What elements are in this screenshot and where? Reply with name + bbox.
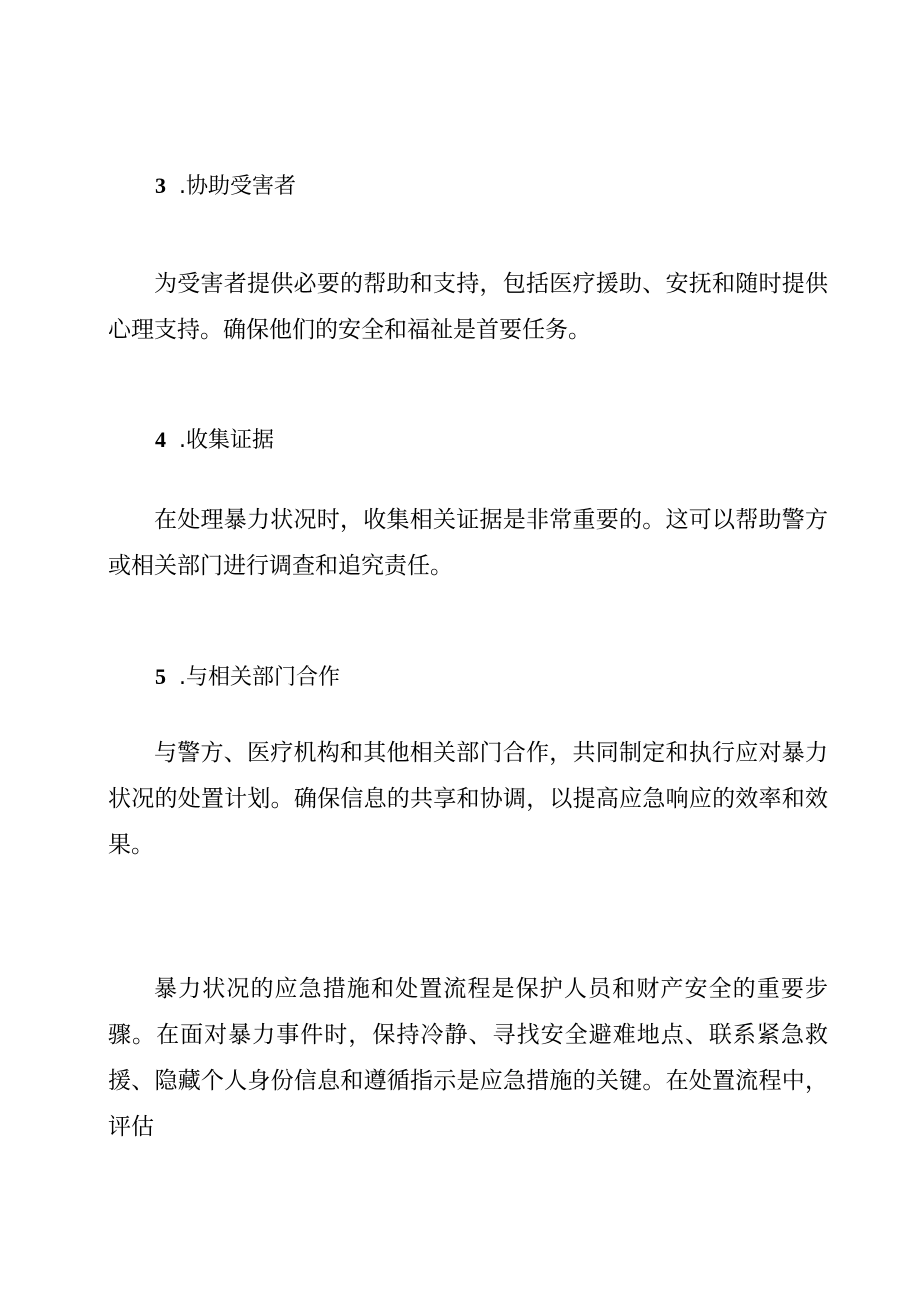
section-number: 4 [155,427,166,452]
section-number: 5 [155,664,166,689]
section-heading [155,662,340,693]
section-heading [155,425,274,456]
conclusion-paragraph: 暴力状况的应急措施和处置流程是保护人员和财产安全的重要步骤。在面对暴力事件时，保持冷静、寻找安全避难地点、联系紧急救援、隐藏个人身份信息和遵循指示是应急措施的关键。在处置流程中，评估 [108,976,828,1140]
section-title: .协助受害者 [179,174,296,199]
section-number: 3 [155,173,166,198]
section-title: .收集证据 [179,428,274,453]
section-paragraph: 在处理暴力状况时，收集相关证据是非常重要的。这可以帮助警方或相关部门进行调查和追究责任。 [108,507,828,579]
section-heading [155,171,296,202]
section-paragraph: 为受害者提供必要的帮助和支持，包括医疗援助、安抚和随时提供心理支持。确保他们的安全和福祉是首要任务。 [108,271,828,343]
section-title: .与相关部门合作 [179,665,340,690]
section-paragraph: 与警方、医疗机构和其他相关部门合作，共同制定和执行应对暴力状况的处置计划。确保信息的共享和协调，以提高应急响应的效率和效果。 [108,740,828,858]
